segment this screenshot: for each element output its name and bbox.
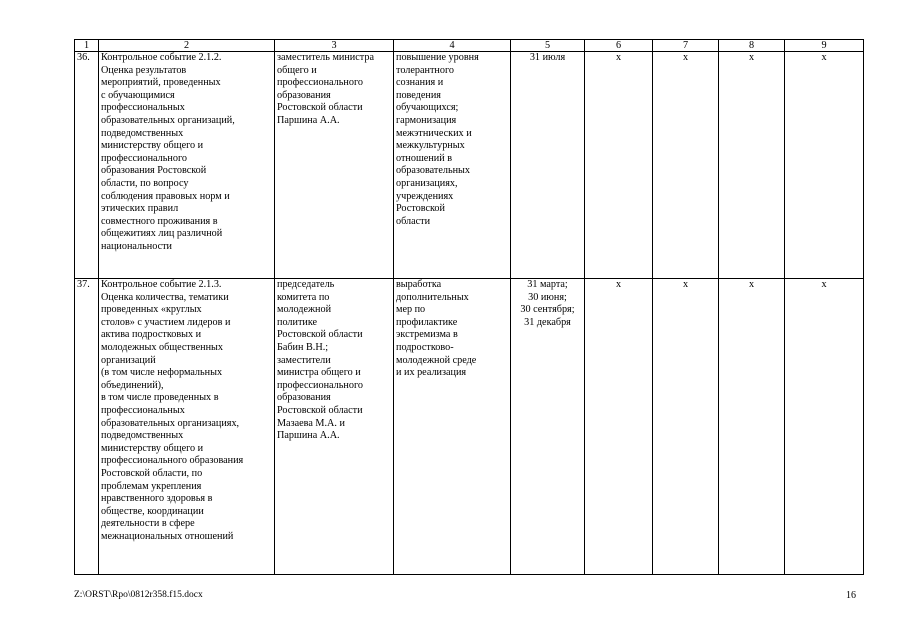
mark-cell: x — [719, 52, 785, 279]
expected-result-cell: повышение уровня толерантного сознания и поведения обучающихся; гармонизация межэтнических и межкультурных отношений в образовательных организациях, учреждениях Ростовской области — [394, 52, 511, 279]
column-header: 2 — [99, 40, 275, 52]
control-event-cell: Контрольное событие 2.1.2. Оценка результатов мероприятий, проведенных с обучающимися профессиональных образовательных организаций, подведомственных министерству общего и профессионального образования Ростовской области, по вопросу соблюдения правовых норм и этических правил совместного проживания в общежитиях лиц различной национальности — [99, 52, 275, 279]
column-number-row — [75, 40, 864, 52]
column-header: 9 — [785, 40, 864, 52]
control-event-cell: Контрольное событие 2.1.3. Оценка количества, тематики проведенных «круглых столов» с участием лидеров и актива подростковых и молодежных общественных организаций (в том числе неформальных объединений), в том числе проведенных в профессиональных образовательных организациях, подведомственных министерству общего и профессионального образования Ростовской области, по проблемам укрепления нравственного здоровья в обществе, координации деятельности в сфере межнациональных отношений — [99, 279, 275, 575]
mark-cell: x — [653, 279, 719, 575]
mark-cell: x — [719, 279, 785, 575]
mark-cell: x — [653, 52, 719, 279]
deadline-cell: 31 июля — [511, 52, 585, 279]
mark-cell: x — [785, 279, 864, 575]
mark-cell: x — [585, 52, 653, 279]
plan-table — [74, 39, 864, 575]
responsible-cell: председатель комитета по молодежной политике Ростовской области Бабин В.Н.; заместители министра общего и профессионального образования Ростовской области Мазаева М.А. и Паршина А.А. — [275, 279, 394, 575]
row-number: 36. — [75, 52, 99, 279]
deadline-cell: 31 марта; 30 июня; 30 сентября; 31 декабря — [511, 279, 585, 575]
page-number: 16 — [846, 590, 856, 601]
column-header: 6 — [585, 40, 653, 52]
table-row — [75, 279, 864, 575]
column-header: 4 — [394, 40, 511, 52]
responsible-cell: заместитель министра общего и профессионального образования Ростовской области Паршина А.А. — [275, 52, 394, 279]
mark-cell: x — [585, 279, 653, 575]
column-header: 8 — [719, 40, 785, 52]
column-header: 1 — [75, 40, 99, 52]
table-row — [75, 52, 864, 279]
row-number: 37. — [75, 279, 99, 575]
expected-result-cell: выработка дополнительных мер по профилактике экстремизма в подростково- молодежной среде и их реализация — [394, 279, 511, 575]
column-header: 3 — [275, 40, 394, 52]
column-header: 5 — [511, 40, 585, 52]
mark-cell: x — [785, 52, 864, 279]
footer-file-path: Z:\ORST\Rpo\0812r358.f15.docx — [74, 590, 203, 600]
column-header: 7 — [653, 40, 719, 52]
